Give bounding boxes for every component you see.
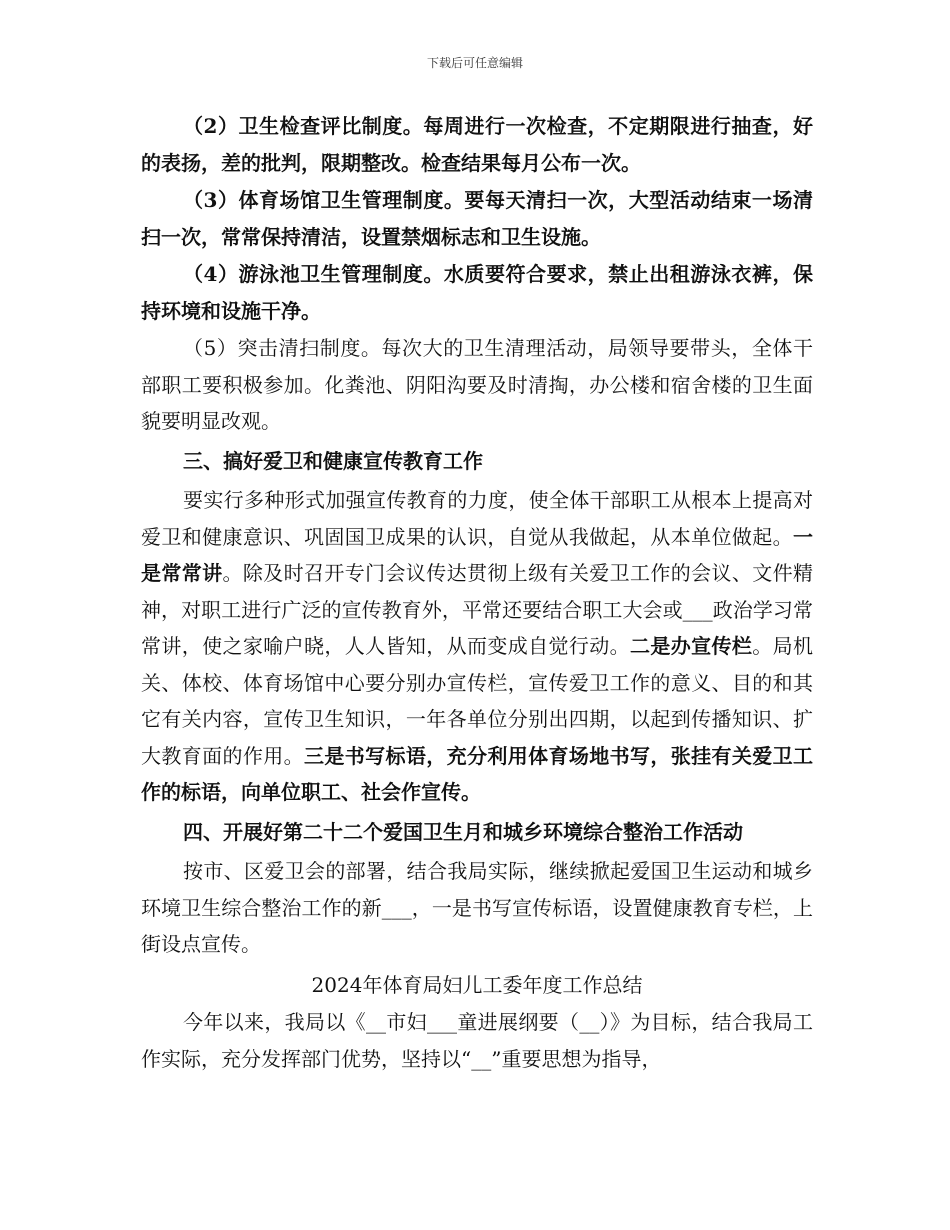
report-title: 2024年体育局妇儿工委年度工作总结 bbox=[311, 972, 643, 997]
publicity-point-1: 一是常常讲 bbox=[141, 524, 813, 585]
paragraph-report-intro: 今年以来，我局以《__市妇___童进展纲要（__）》为目标，结合我局工作实际，充分发挥部门优势，坚持以“__”重要思想为指导， bbox=[141, 1010, 813, 1071]
paragraph-surprise-cleaning: （5）突击清扫制度。每次大的卫生清理活动，局领导要带头，全体干部职工要积极参加。化粪池、阴阳沟要及时清掏，办公楼和宿舍楼的卫生面貌要明显改观。 bbox=[141, 336, 813, 433]
publicity-point-3: 三是书写标语，充分利用体育场地书写，张挂有关爱卫工作的标语，向单位职工、社会作宣传。 bbox=[141, 743, 813, 804]
page-header-note: 下载后可任意编辑 bbox=[426, 56, 523, 70]
section-heading-4: 四、开展好第二十二个爱国卫生月和城乡环境综合整治工作活动 bbox=[183, 819, 743, 844]
section-heading-3: 三、搞好爱卫和健康宣传教育工作 bbox=[183, 448, 483, 473]
document-body bbox=[141, 108, 813, 1077]
publicity-text-a: 要实行多种形式加强宣传教育的力度，使全体干部职工从根本上提高对爱卫和健康意识、巩固国卫成果的认识，自觉从我做起，从本单位做起。 bbox=[141, 488, 813, 549]
paragraph-health-month: 按市、区爱卫会的部署，结合我局实际，继续掀起爱国卫生运动和城乡环境卫生综合整治工作的新___，一是书写宣传标语，设置健康教育专栏，上街设点宣传。 bbox=[141, 859, 813, 956]
publicity-text-c: 。除及时召开专门会议传达贯彻上级有关爱卫工作的会议、文件精神，对职工进行广泛的宣传教育外，平常还要结合职工大会或___政治学习常常讲，使之家喻户晓，人人皆知，从而变成自觉行动。 bbox=[141, 561, 813, 658]
paragraph-hygiene-inspection: （2）卫生检查评比制度。每周进行一次检查，不定期限进行抽查，好的表扬，差的批判，限期整改。检查结果每月公布一次。 bbox=[141, 114, 813, 175]
paragraph-publicity-education bbox=[141, 482, 813, 811]
paragraph-venue-hygiene: （3）体育场馆卫生管理制度。要每天清扫一次，大型活动结束一场清扫一次，常常保持清洁，设置禁烟标志和卫生设施。 bbox=[141, 188, 813, 249]
paragraph-pool-hygiene: （4）游泳池卫生管理制度。水质要符合要求，禁止出租游泳衣裤，保持环境和设施干净。 bbox=[141, 262, 813, 323]
publicity-point-2: 二是办宣传栏 bbox=[630, 634, 753, 658]
publicity-text-e: 。局机关、体校、体育场馆中心要分别办宣传栏，宣传爱卫工作的意义、目的和其它有关内容，宣传卫生知识，一年各单位分别出四期，以起到传播知识、扩大教育面的作用。 bbox=[141, 634, 813, 768]
